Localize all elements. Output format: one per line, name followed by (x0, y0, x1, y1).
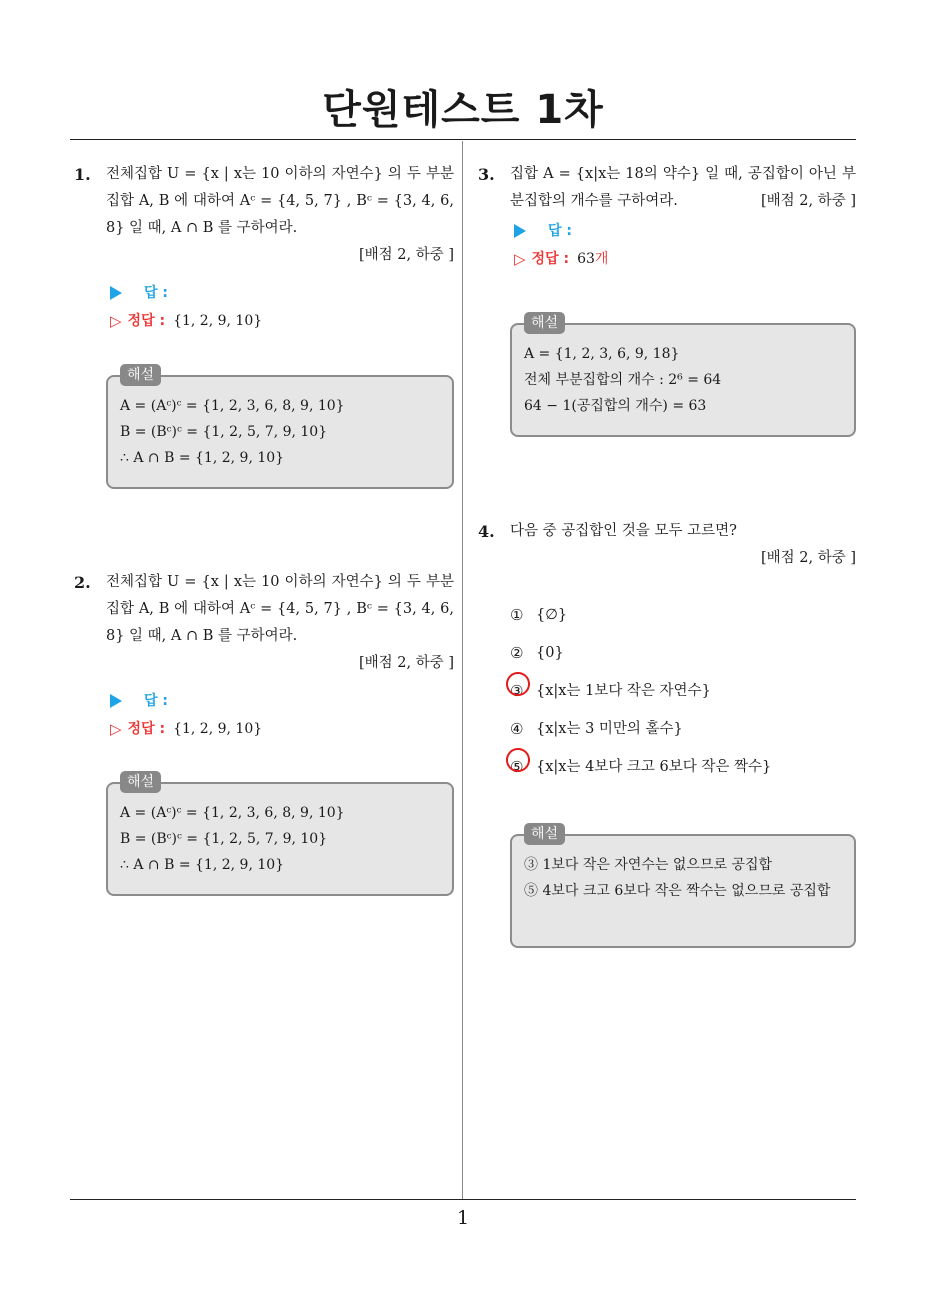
correct-label: 정답 : (127, 312, 166, 329)
problem-number: 1. (74, 165, 91, 184)
triangle-outline-icon: ▷ (514, 249, 526, 268)
solution-line: ∴ A ∩ B = {1, 2, 9, 10} (120, 450, 285, 466)
choice-number: ① (510, 605, 524, 624)
solution-box-3 (510, 315, 856, 437)
answer-label: 답 : (144, 692, 168, 709)
solution-line: ⑤ 4보다 크고 6보다 작은 짝수는 없으므로 공집합 (524, 883, 831, 899)
correct-value: {1, 2, 9, 10} (173, 312, 263, 329)
footer-rule (70, 1199, 856, 1200)
problem-points: [배점 2, 하중 ] (760, 550, 856, 566)
solution-line: 전체 부분집합의 개수 : 2⁶ = 64 (524, 372, 722, 388)
page-number: 1 (456, 1207, 470, 1229)
solution-line: A = (Aᶜ)ᶜ = {1, 2, 3, 6, 8, 9, 10} (120, 398, 345, 414)
solution-line: A = (Aᶜ)ᶜ = {1, 2, 3, 6, 8, 9, 10} (120, 805, 345, 821)
solution-tag: 해설 (524, 312, 565, 334)
correct-unit: 개 (594, 250, 609, 267)
answer-row (514, 217, 856, 245)
solution-line: 64 − 1(공집합의 개수) = 63 (524, 398, 707, 414)
problem-3 (478, 161, 856, 273)
play-icon (514, 224, 526, 238)
choice-text: {0} (536, 644, 564, 661)
problem-points: [배점 2, 하중 ] (358, 655, 454, 671)
answer-row (110, 687, 454, 715)
choice-5[interactable] (510, 748, 856, 786)
selected-circle-mark-icon (504, 746, 532, 774)
problem-text: 다음 중 공집합인 것을 모두 고르면? (510, 523, 737, 539)
play-icon (110, 286, 122, 300)
solution-box-1 (106, 367, 454, 489)
solution-box-4 (510, 826, 856, 948)
answer-label: 답 : (548, 222, 572, 239)
choice-3[interactable] (510, 672, 856, 710)
solution-line: B = (Bᶜ)ᶜ = {1, 2, 5, 7, 9, 10} (120, 831, 328, 847)
choice-text: {x|x는 1보다 작은 자연수} (536, 682, 711, 699)
choice-text: {x|x는 4보다 크고 6보다 작은 짝수} (536, 758, 772, 775)
correct-value: {1, 2, 9, 10} (173, 720, 263, 737)
correct-label: 정답 : (531, 250, 570, 267)
page-title: 단원테스트 1차 (322, 87, 604, 133)
choice-number: ④ (510, 719, 524, 738)
correct-label: 정답 : (127, 720, 166, 737)
problem-points: [배점 2, 하중 ] (358, 247, 454, 263)
choice-2[interactable] (510, 634, 856, 672)
solution-line: ③ 1보다 작은 자연수는 없으므로 공집합 (524, 857, 773, 873)
choice-list (510, 596, 856, 786)
solution-tag: 해설 (120, 771, 161, 793)
solution-tag: 해설 (524, 823, 565, 845)
solution-tag: 해설 (120, 364, 161, 386)
choice-text: {∅} (536, 606, 568, 623)
triangle-outline-icon: ▷ (110, 719, 122, 738)
column-divider (462, 141, 463, 1199)
problem-text: 전체집합 U = {x | x는 10 이하의 자연수} 의 두 부분집합 A, B 에 대하여 Aᶜ = {4, 5, 7} , Bᶜ = {3, 4, 6, 8} 일 때, A ∩ B 를 구하여라. (106, 166, 454, 236)
choice-number-wrap (510, 754, 536, 781)
problem-4 (478, 518, 856, 786)
play-icon (110, 694, 122, 708)
problem-1 (74, 161, 454, 335)
problem-number: 2. (74, 573, 91, 592)
choice-number-wrap (510, 678, 536, 705)
problem-number: 4. (478, 522, 495, 541)
correct-row (514, 245, 856, 273)
solution-line: A = {1, 2, 3, 6, 9, 18} (524, 346, 680, 362)
choice-1[interactable] (510, 596, 856, 634)
correct-row (110, 715, 454, 743)
problem-text: 전체집합 U = {x | x는 10 이하의 자연수} 의 두 부분집합 A, B 에 대하여 Aᶜ = {4, 5, 7} , Bᶜ = {3, 4, 6, 8} 일 때, A ∩ B 를 구하여라. (106, 574, 454, 644)
solution-box-2 (106, 774, 454, 896)
answer-row (110, 279, 454, 307)
choice-text: {x|x는 3 미만의 홀수} (536, 720, 683, 737)
selected-circle-mark-icon (504, 670, 532, 698)
triangle-outline-icon: ▷ (110, 311, 122, 330)
header-rule (70, 139, 856, 140)
solution-line: ∴ A ∩ B = {1, 2, 9, 10} (120, 857, 285, 873)
correct-value: 63 (577, 250, 595, 267)
problem-points: [배점 2, 하중 ] (760, 193, 856, 209)
correct-row (110, 307, 454, 335)
choice-4[interactable] (510, 710, 856, 748)
problem-number: 3. (478, 165, 495, 184)
problem-2 (74, 569, 454, 743)
choice-number: ⑤ (510, 757, 524, 776)
answer-label: 답 : (144, 284, 168, 301)
choice-number: ③ (510, 681, 524, 700)
problem-text-body: 집합 A = {x|x는 18의 약수} 일 때, 공집합이 아닌 부분집합의 개수를 구하여라. (510, 166, 856, 209)
problem-text (510, 161, 856, 215)
choice-number: ② (510, 643, 524, 662)
solution-line: B = (Bᶜ)ᶜ = {1, 2, 5, 7, 9, 10} (120, 424, 328, 440)
